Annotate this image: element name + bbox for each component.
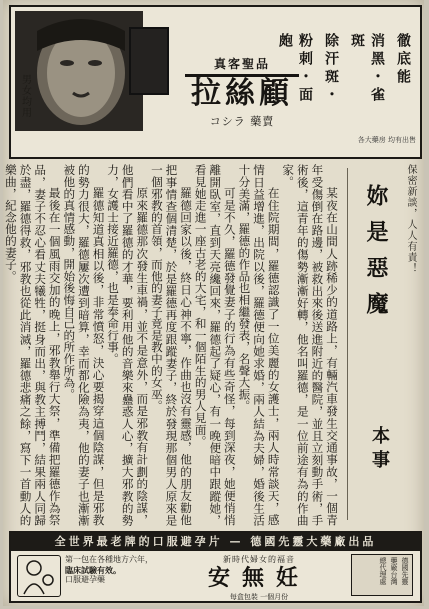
effect-item: 除汗斑・ (323, 33, 339, 105)
brand-tagline: 真客聖品 (213, 57, 270, 71)
effect-item: 徹底能 (395, 33, 411, 87)
film-synopsis-article (3, 162, 418, 527)
article-paragraph: 某夜在山間人跡稀少的道路上，有輛汽車發生交通事故，一個青年受傷倒在路邊，被救出來後送進附近的醫院，並且立刻動手術，手術後，這青年的傷勢漸漸好轉，他名叫羅德，是一位前途有為的作曲家。 (281, 164, 339, 526)
article-paragraph: 可是不久，羅德發覺妻子的行為有些奇怪，每到深夜，她便悄悄離開臥室，直到天亮纔回來，羅德起了疑心，有一晚便暗中跟蹤她，看見她走進一座古老的大宅，和一個陌生的男人見面。 (193, 164, 237, 526)
maker-line: 各大藥房 均有出售 (357, 136, 416, 144)
product-box-image (129, 27, 169, 95)
stamp-line: 藥廠台灣 (390, 557, 398, 585)
article-paragraph: 最後在一個風雨交加的晚上，邪教舉行大祭，準備把羅德作為祭品，妻子不忍心看丈夫犧牲，挺身而出，與教主搏鬥，結果兩人同歸於盡，羅德得救，邪教也從此消滅，羅德悲痛之餘，寫下一首動人的樂曲，紀念他的妻子。 (3, 164, 62, 526)
article-body (3, 164, 339, 526)
article-paragraph: 羅德回家以後，終日心神不寧，作曲也沒有靈感，他的朋友勸他把事情查個清楚，於是羅德再度跟蹤妻子，終於發現那個男人原來是一個邪教的首領，而他的妻子竟是教中的女巫。 (149, 164, 194, 526)
product-tagline: 新時代婦女的福音 (223, 555, 295, 564)
promo-line: 口服避孕藥 (65, 575, 105, 584)
effects-list (277, 33, 413, 113)
promo-line: 臨床試驗有效。 (65, 565, 121, 575)
article-paragraph: 在住院期間，羅德認識了一位美麗的女護士，兩人時常談天，感情日益增進，出院以後，羅德便向她求婚，兩人結為夫婦，婚後生活十分美滿，羅德的作品也相繼發表，名聲大振。 (237, 164, 281, 526)
effect-item: 消黑・雀斑 (349, 33, 385, 105)
stamp-line: 德國先靈 (401, 557, 409, 585)
ad-banner-heading: 全世界最老牌的口服避孕片 — 德國先靈大藥廠出品 (11, 533, 420, 551)
article-headline-suffix: 本事 (369, 426, 390, 474)
article-paragraph: 原來羅德那次發生車禍，並不是意外，而是邪教有計劃的陰謀，他們看中了羅德的才華，要利用他的音樂來蠱惑人心，擴大邪教的勢力，女護士接近羅德，也是奉命行事。 (106, 164, 150, 526)
brand-name: 拉絲顧 (191, 76, 293, 111)
security-slogan: 保密新談，人人有責！ (405, 164, 416, 274)
article-headline: 妳是惡魔 (363, 184, 389, 328)
top-advertisement (9, 5, 422, 159)
mother-child-illustration (17, 555, 61, 597)
product-name: 安無妊 (207, 565, 310, 591)
distributor-stamp (351, 554, 413, 596)
unisex-label: 男女均用 (22, 75, 32, 119)
ad-promo-text (65, 555, 167, 585)
promo-line: 第一包在各種地方六年， (65, 555, 153, 564)
newspaper-page (3, 0, 424, 606)
product-pack-info: 每盒包裝 一個月份 (229, 593, 289, 601)
effect-item: 粉刺・面皰 (277, 33, 313, 105)
stamp-line: 總代理處 (379, 557, 387, 585)
bottom-advertisement (9, 531, 422, 603)
brand-katakana: コシラ 藥賣 (209, 115, 275, 128)
article-paragraph: 羅德知道真相以後，非常憤怒，決心要揭穿這個陰謀，但是邪教的勢力很大，羅德屢次遭到暗算，幸而都化險為夷，他的妻子也漸漸被他的真情感動，開始後悔自己的所作所為。 (62, 164, 106, 526)
product-block (175, 554, 343, 602)
column-divider (347, 168, 348, 520)
